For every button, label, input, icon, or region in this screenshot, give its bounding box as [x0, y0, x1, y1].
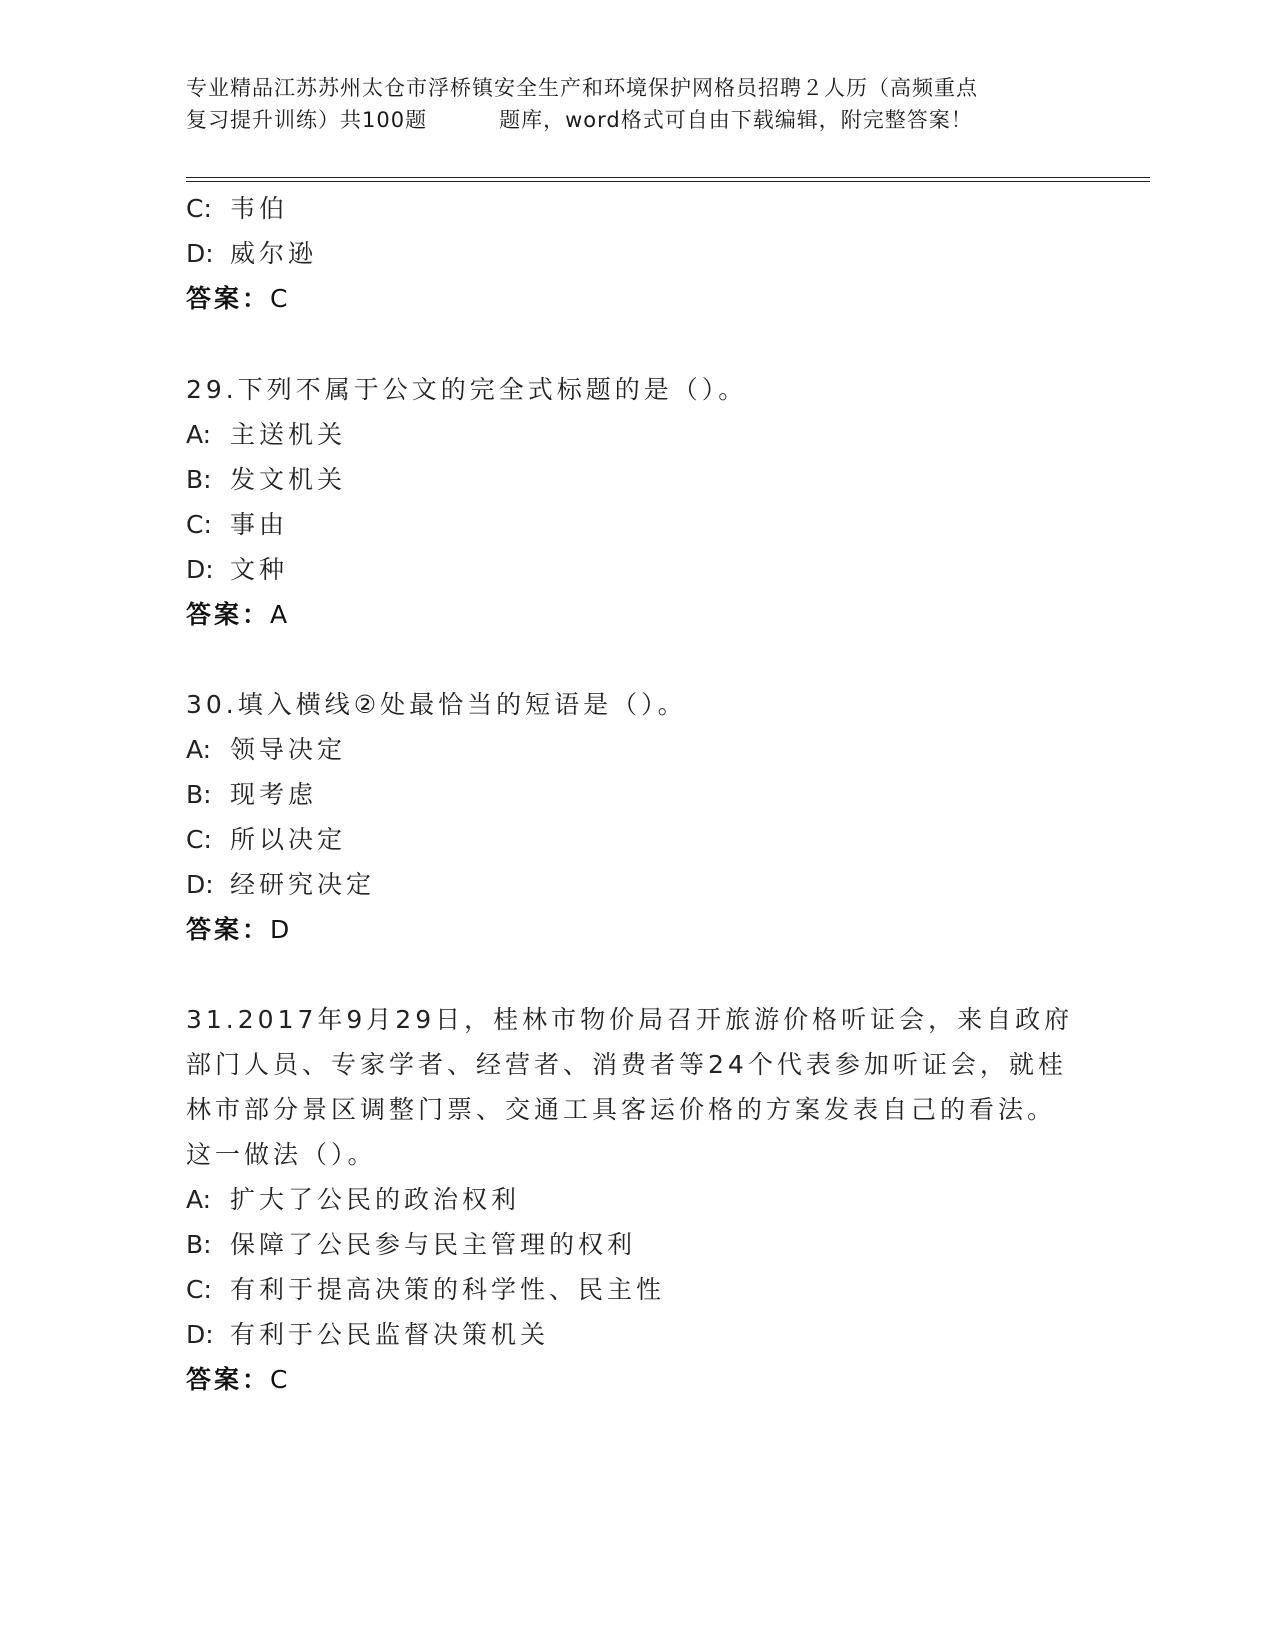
option-key: A: [186, 420, 212, 449]
q28-answer [186, 284, 290, 314]
option-text: 现考虑 [230, 780, 318, 809]
option-key: B: [186, 780, 212, 809]
header-line-1: 专业精品江苏苏州太仓市浮桥镇安全生产和环境保护网格员招聘２人历（高频重点 [186, 76, 978, 100]
q30-option-a [186, 735, 346, 765]
document-header [186, 72, 1086, 136]
q29-option-b [186, 465, 346, 495]
header-line-2 [186, 104, 1086, 136]
option-key: C: [186, 825, 212, 854]
answer-label: 答案： [186, 1365, 271, 1394]
q31-stem-line-2: 部门人员、专家学者、经营者、消费者等24个代表参加听证会，就桂 [186, 1050, 1067, 1079]
header-divider-top [186, 177, 1150, 178]
answer-value: D [270, 915, 293, 944]
q29-option-a [186, 420, 346, 450]
option-text: 扩大了公民的政治权利 [230, 1185, 521, 1214]
option-text: 有利于提高决策的科学性、民主性 [230, 1275, 666, 1304]
option-key: C: [186, 194, 212, 223]
q31-option-c [186, 1275, 665, 1305]
option-key: C: [186, 510, 212, 539]
option-text: 领导决定 [230, 735, 347, 764]
option-text: 威尔逊 [230, 239, 318, 268]
option-key: C: [186, 1275, 212, 1304]
q29-option-c [186, 510, 288, 540]
q30-stem: 30.填入横线②处最恰当的短语是（）。 [186, 690, 687, 719]
q31-option-a [186, 1185, 520, 1215]
option-text: 经研究决定 [230, 870, 376, 899]
option-key: B: [186, 465, 212, 494]
answer-label: 答案： [186, 915, 271, 944]
option-key: D: [186, 555, 214, 584]
option-text: 发文机关 [230, 465, 347, 494]
q30-option-b [186, 780, 317, 810]
answer-label: 答案： [186, 284, 271, 313]
q28-option-d [186, 239, 317, 269]
option-text: 所以决定 [230, 825, 347, 854]
header-line-2-part-2: 题库，word格式可自由下载编辑，附完整答案！ [499, 108, 973, 132]
option-text: 有利于公民监督决策机关 [230, 1320, 550, 1349]
q31-option-d [186, 1320, 549, 1350]
q28-option-c [186, 194, 288, 224]
q30-option-d [186, 870, 375, 900]
q30-answer [186, 915, 292, 945]
answer-value: A [270, 600, 291, 629]
q31-stem-line-3: 林市部分景区调整门票、交通工具客运价格的方案发表自己的看法。 [186, 1095, 1057, 1124]
q30-option-c [186, 825, 346, 855]
q31-answer [186, 1365, 290, 1395]
option-key: D: [186, 239, 214, 268]
option-key: D: [186, 1320, 214, 1349]
option-key: B: [186, 1230, 212, 1259]
q31-stem-line-1: 31.2017年9月29日，桂林市物价局召开旅游价格听证会，来自政府 [186, 1005, 1074, 1034]
option-key: A: [186, 1185, 212, 1214]
q31-stem-line-4: 这一做法（）。 [186, 1140, 377, 1169]
answer-label: 答案： [186, 600, 271, 629]
header-line-2-part-1: 复习提升训练）共100题 [186, 108, 428, 132]
answer-value: C [270, 1365, 291, 1394]
option-text: 文种 [230, 555, 289, 584]
answer-value: C [270, 284, 291, 313]
header-divider-bottom [186, 181, 1150, 182]
option-text: 保障了公民参与民主管理的权利 [230, 1230, 637, 1259]
option-text: 主送机关 [230, 420, 347, 449]
q29-stem: 29.下列不属于公文的完全式标题的是（）。 [186, 375, 748, 404]
option-text: 事由 [230, 510, 289, 539]
option-text: 韦伯 [230, 194, 289, 223]
q31-option-b [186, 1230, 636, 1260]
q29-option-d [186, 555, 288, 585]
option-key: D: [186, 870, 214, 899]
option-key: A: [186, 735, 212, 764]
q29-answer [186, 600, 290, 630]
